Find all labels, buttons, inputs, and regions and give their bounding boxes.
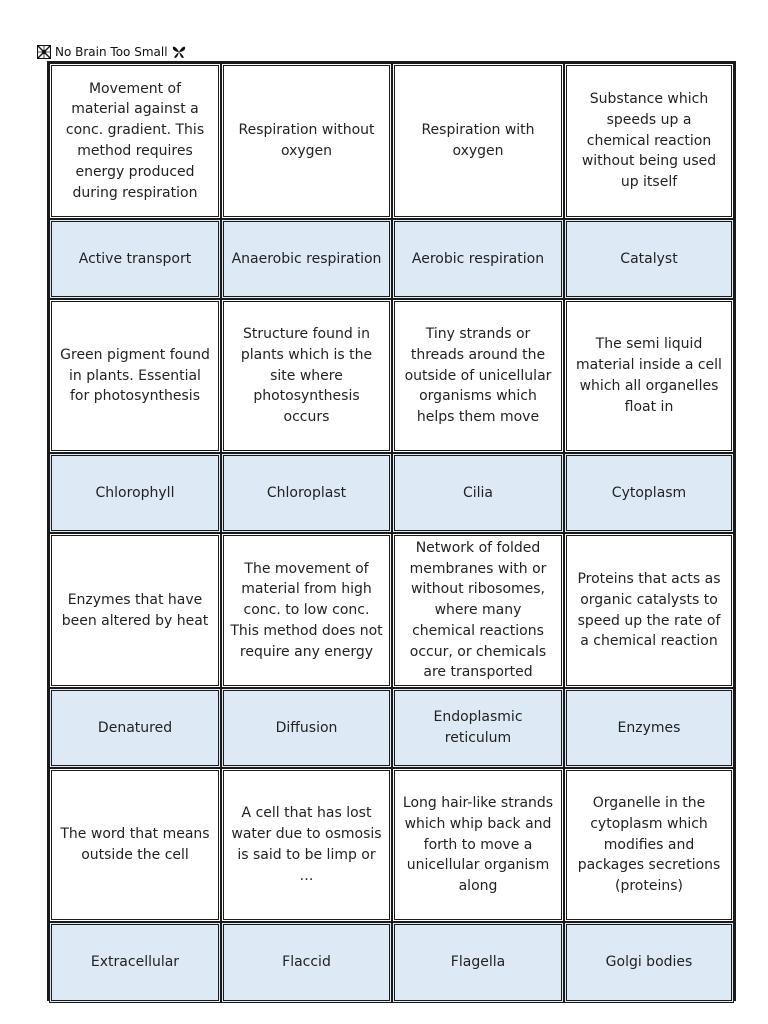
definition-card xyxy=(392,768,564,922)
definition-text: Tiny strands or threads around the outside of unicellular organisms which helps them move xyxy=(404,326,552,426)
definition-card xyxy=(392,63,564,219)
term-card xyxy=(221,453,392,533)
term-text: Extracellular xyxy=(90,954,180,971)
term-card xyxy=(392,219,564,299)
term-text: Endoplasmic reticulum xyxy=(433,709,523,746)
definition-text: The semi liquid material inside a cell which all organelles float in xyxy=(576,336,722,415)
definition-card xyxy=(221,768,392,922)
flashcard-grid xyxy=(47,61,736,1001)
term-text: Cilia xyxy=(462,484,494,501)
term-card xyxy=(221,219,392,299)
definition-text: A cell that has lost water due to osmosis is said to be limp or … xyxy=(231,805,382,884)
term-text: Flagella xyxy=(450,954,506,971)
term-text: Enzymes xyxy=(617,719,681,736)
definition-card xyxy=(564,768,734,922)
term-text: Active transport xyxy=(78,250,192,267)
term-text: Chlorophyll xyxy=(95,484,175,501)
term-card xyxy=(392,453,564,533)
term-card xyxy=(221,922,392,1003)
definition-text: Movement of material against a conc. gradient. This method requires energy produced during respiration xyxy=(65,80,205,201)
term-card xyxy=(49,219,221,299)
term-card xyxy=(49,688,221,768)
definition-card xyxy=(49,63,221,219)
definition-card xyxy=(392,299,564,453)
definition-card xyxy=(49,299,221,453)
definition-card xyxy=(221,299,392,453)
definition-text: Organelle in the cytoplasm which modifies and packages secretions (proteins) xyxy=(577,795,721,895)
definition-card xyxy=(564,63,734,219)
definition-card xyxy=(564,533,734,688)
definition-card xyxy=(221,533,392,688)
definition-text: Proteins that acts as organic catalysts to speed up the rate of a chemical reaction xyxy=(577,570,721,650)
definition-card xyxy=(564,299,734,453)
term-text: Cytoplasm xyxy=(611,484,687,501)
term-card xyxy=(564,688,734,768)
term-card xyxy=(392,688,564,768)
definition-text: The movement of material from high conc. to low conc. This method does not require any energy xyxy=(230,560,383,660)
site-name: No Brain Too Small xyxy=(55,45,168,59)
definition-text: Substance which speeds up a chemical reaction without being used up itself xyxy=(581,91,717,191)
definition-card xyxy=(392,533,564,688)
butterfly-icon xyxy=(171,45,187,59)
definition-text: Structure found in plants which is the site where photosynthesis occurs xyxy=(240,326,373,426)
term-text: Diffusion xyxy=(275,719,338,736)
term-text: Chloroplast xyxy=(266,484,347,501)
definition-text: Respiration with oxygen xyxy=(421,122,535,159)
term-card xyxy=(564,219,734,299)
page-header xyxy=(37,43,187,61)
term-text: Golgi bodies xyxy=(605,954,693,971)
term-text: Aerobic respiration xyxy=(411,250,545,267)
definition-text: Network of folded membranes with or without ribosomes, where many chemical reactions occur, or chemicals are transported xyxy=(409,539,547,681)
definition-text: Respiration without oxygen xyxy=(238,122,375,159)
term-text: Catalyst xyxy=(620,250,678,267)
term-card xyxy=(221,688,392,768)
term-card xyxy=(564,922,734,1003)
term-card xyxy=(49,453,221,533)
term-text: Anaerobic respiration xyxy=(231,250,382,267)
definition-text: The word that means outside the cell xyxy=(60,826,210,863)
definition-text: Enzymes that have been altered by heat xyxy=(61,591,209,629)
definition-card xyxy=(221,63,392,219)
term-card xyxy=(564,453,734,533)
definition-text: Green pigment found in plants. Essential for photosynthesis xyxy=(60,346,210,405)
definition-text: Long hair-like strands which whip back and forth to move a unicellular organism along xyxy=(402,795,554,895)
term-card xyxy=(49,922,221,1003)
logo-icon xyxy=(37,45,51,59)
term-card xyxy=(392,922,564,1003)
term-text: Denatured xyxy=(97,719,173,736)
definition-card xyxy=(49,768,221,922)
definition-card xyxy=(49,533,221,688)
term-text: Flaccid xyxy=(282,954,331,971)
